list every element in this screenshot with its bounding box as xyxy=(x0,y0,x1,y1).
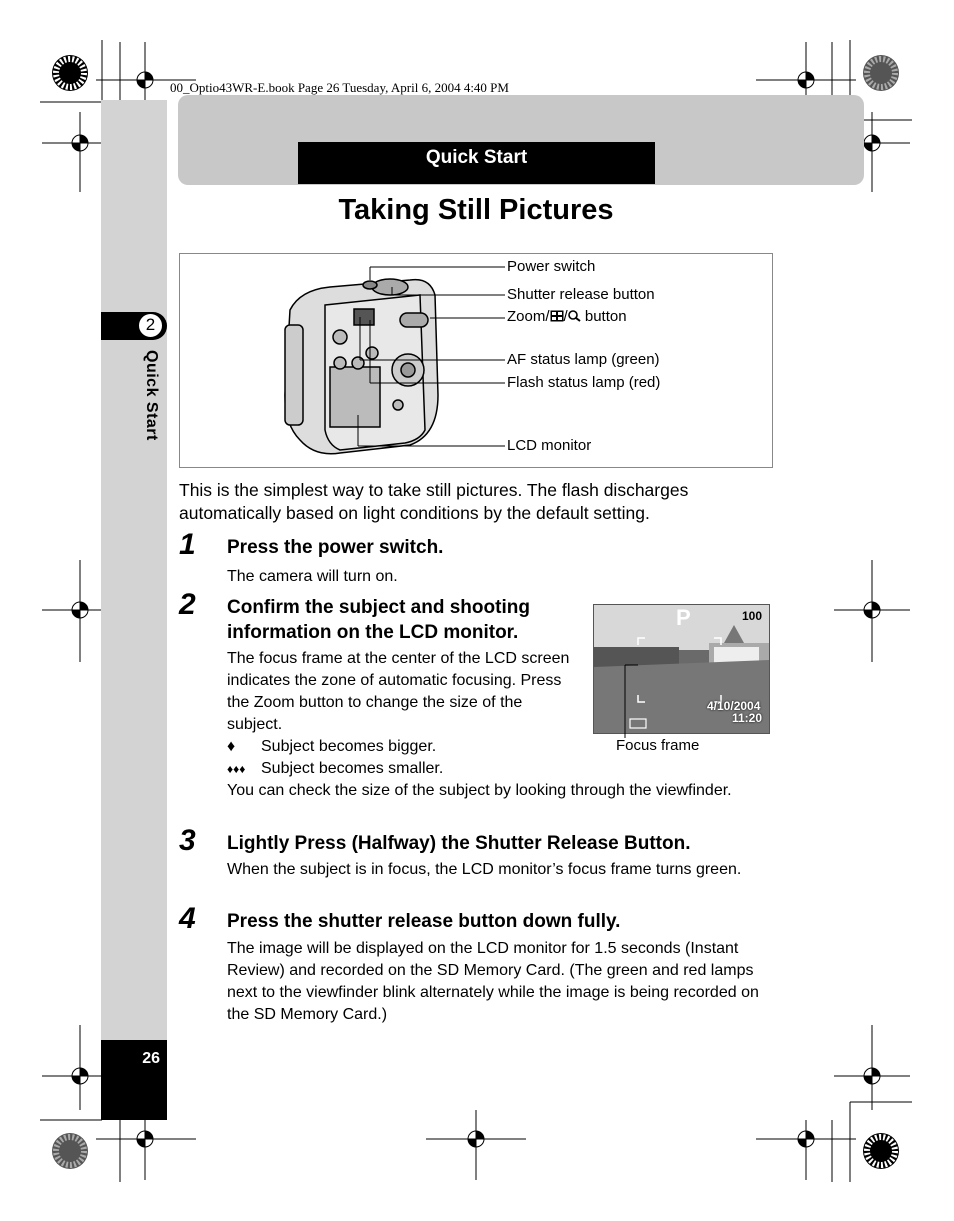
thumbnail-icon xyxy=(550,310,564,322)
step-4-body: The image will be displayed on the LCD monitor for 1.5 seconds (Instant Review) and recorded on the SD Memory Card. (The green and red lamps next to the viewfinder blink alternately while the image is being recorded on the SD Memory Card.) xyxy=(227,940,759,1023)
magnifier-icon xyxy=(568,310,581,322)
focus-frame-caption: Focus frame xyxy=(616,737,700,754)
chapter-sidebar xyxy=(101,100,167,1120)
callout-zoom xyxy=(507,308,627,325)
step-1-heading: Press the power switch. xyxy=(227,537,444,558)
bullet-bigger xyxy=(227,736,436,758)
section-label: Quick Start xyxy=(298,142,655,184)
step-1-number: 1 xyxy=(179,528,196,561)
step-1-body: The camera will turn on. xyxy=(227,568,398,585)
step-2-body: The focus frame at the center of the LCD screen indicates the zone of automatic focusing. Press the Zoom button to change the size of the subject. xyxy=(227,650,570,733)
callout-shutter-release: Shutter release button xyxy=(507,286,655,303)
focus-frame-leader xyxy=(620,660,640,740)
tele-icon: ♦ xyxy=(227,738,236,755)
callout-af-lamp: AF status lamp (green) xyxy=(507,351,660,368)
callout-flash-lamp: Flash status lamp (red) xyxy=(507,374,661,391)
step-4-number: 4 xyxy=(179,902,196,935)
bullet-smaller xyxy=(227,758,443,780)
callout-zoom-suffix: button xyxy=(580,308,627,325)
intro-paragraph: This is the simplest way to take still pictures. The flash discharges automatically based on light conditions by the default setting. xyxy=(179,480,689,523)
step-3-heading: Lightly Press (Halfway) the Shutter Release Button. xyxy=(227,833,691,854)
slash-glyph: / xyxy=(563,308,568,325)
callout-power-switch: Power switch xyxy=(507,258,596,275)
lcd-time: 11:20 xyxy=(732,711,763,725)
bullet-smaller-text: Subject becomes smaller. xyxy=(261,760,444,777)
callout-lcd-monitor: LCD monitor xyxy=(507,437,592,454)
step-3-number: 3 xyxy=(179,824,196,857)
chapter-label: Quick Start xyxy=(143,350,160,441)
step-4-heading: Press the shutter release button down fully. xyxy=(227,911,621,932)
step-2-after: You can check the size of the subject by looking through the viewfinder. xyxy=(227,782,732,799)
page-title: Taking Still Pictures xyxy=(338,194,614,226)
wide-icon: ♦♦♦ xyxy=(227,762,246,776)
step-2-heading: Confirm the subject and shooting information on the LCD monitor. xyxy=(227,597,530,643)
bullet-bigger-text: Subject becomes bigger. xyxy=(261,738,437,755)
lcd-mode: P xyxy=(676,605,691,630)
step-3-body: When the subject is in focus, the LCD monitor’s focus frame turns green. xyxy=(227,861,742,878)
print-header: 00_Optio43WR-E.book Page 26 Tuesday, April 6, 2004 4:40 PM xyxy=(170,80,509,95)
callout-zoom-prefix: Zoom/ xyxy=(507,308,550,325)
lcd-date: 4/10/2004 xyxy=(707,699,761,713)
camera-illustration xyxy=(270,265,510,465)
chapter-number: 2 xyxy=(138,313,163,338)
page-number: 26 xyxy=(142,1050,160,1067)
lcd-count: 100 xyxy=(742,609,763,623)
step-2-number: 2 xyxy=(179,588,196,621)
